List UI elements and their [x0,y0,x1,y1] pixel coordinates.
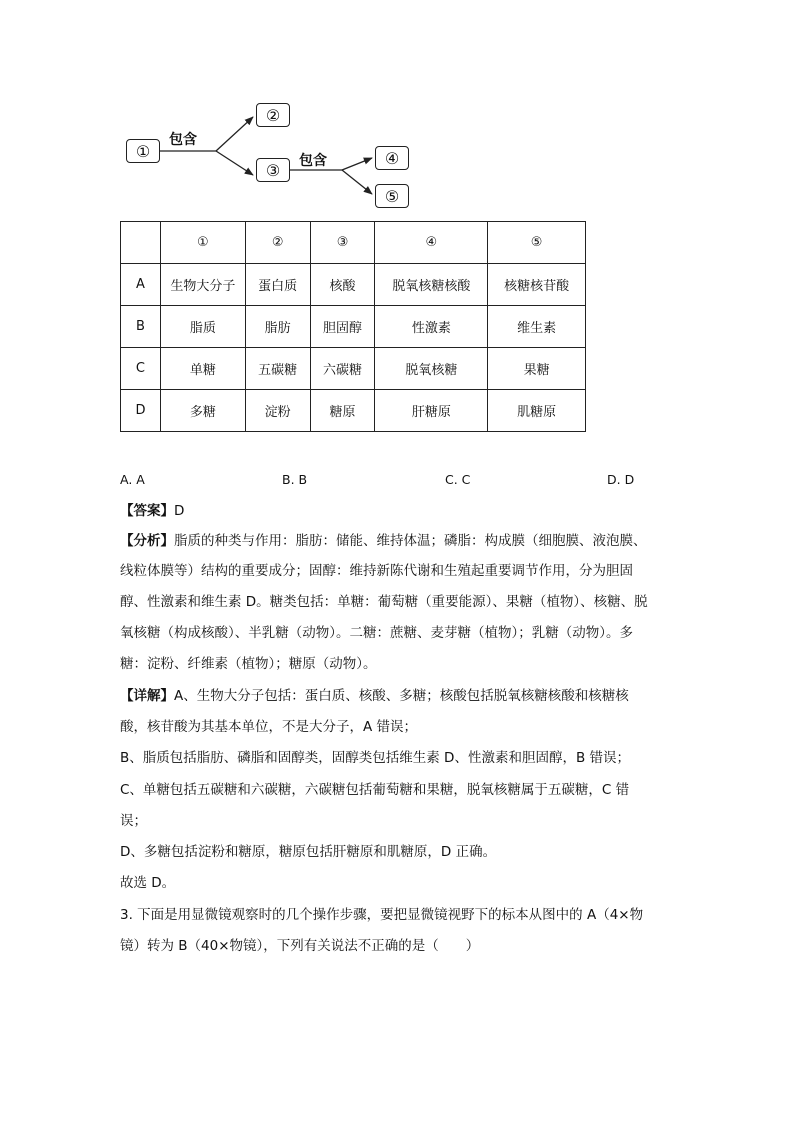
detail-line-7: 故选 D。 [120,875,176,891]
answer-label: 【答案】 [120,503,174,519]
table-header-row [121,222,586,264]
table-cell: B [121,306,161,348]
analysis-line-1 [120,532,647,550]
detail-line-2: 酸，核苷酸为其基本单位，不是大分子，A 错误； [120,719,418,735]
table-cell: A [121,264,161,306]
option-d: D. D [607,472,635,487]
table-cell: D [121,390,161,432]
table-header-cell: ⑤ [488,222,586,264]
detail-line-6: D、多糖包括淀粉和糖原，糖原包括肝糖原和肌糖原，D 正确。 [120,844,497,860]
table-cell: 糖原 [310,390,375,432]
options-table [120,221,586,432]
table-cell: 五碳糖 [245,348,310,390]
node-2: ② [256,103,290,127]
table-cell: 脂质 [160,306,245,348]
table-row [121,306,586,348]
analysis-line-2: 线粒体膜等）结构的重要成分；固醇：维持新陈代谢和生殖起重要调节作用，分为胆固 [120,563,633,579]
table-cell: 胆固醇 [310,306,375,348]
table-cell: 脱氧核糖核酸 [375,264,488,306]
node-1: ① [126,139,160,163]
contains-label-2: 包含 [299,153,327,169]
table-cell: 六碳糖 [310,348,375,390]
table-row [121,264,586,306]
answer-text: D [174,503,185,519]
table-cell: 单糖 [160,348,245,390]
detail-line-4: C、单糖包括五碳糖和六碳糖，六碳糖包括葡萄糖和果糖，脱氧核糖属于五碳糖，C 错 [120,782,630,798]
detail-label: 【详解】 [120,688,174,704]
option-b: B. B [282,472,308,487]
table-cell: 脱氧核糖 [375,348,488,390]
table-cell: 性激素 [375,306,488,348]
analysis-line-4: 氧核糖（构成核酸）、半乳糖（动物）。二糖：蔗糖、麦芽糖（植物）；乳糖（动物）。多 [120,625,633,641]
table-cell: 肌糖原 [488,390,586,432]
table-cell: C [121,348,161,390]
detail-text: A、生物大分子包括：蛋白质、核酸、多糖；核酸包括脱氧核糖核酸和核糖核 [174,688,629,704]
table-header-cell: ④ [375,222,488,264]
classification-diagram [0,0,794,220]
question-3-line-2: 镜）转为 B（40×物镜），下列有关说法不正确的是（ ） [120,938,480,954]
table-header-cell: ② [245,222,310,264]
analysis-line-3: 醇、性激素和维生素 D。糖类包括：单糖：葡萄糖（重要能源）、果糖（植物）、核糖、脱 [120,594,648,610]
detail-line-1 [120,687,629,705]
contains-label-1: 包含 [169,132,197,148]
table-cell: 肝糖原 [375,390,488,432]
node-4: ④ [375,146,409,170]
question-3-line-1: 3. 下面是用显微镜观察时的几个操作步骤，要把显微镜视野下的标本从图中的 A（4×物 [120,907,644,923]
table-header-cell: ① [160,222,245,264]
analysis-line-5: 糖：淀粉、纤维素（植物）；糖原（动物）。 [120,656,377,672]
analysis-text: 脂质的种类与作用：脂肪：储能、维持体温；磷脂：构成膜（细胞膜、液泡膜、 [174,533,647,549]
answer-line [120,502,184,520]
table-header-cell [121,222,161,264]
option-a: A. A [120,472,145,487]
table-cell: 核酸 [310,264,375,306]
node-3: ③ [256,158,290,182]
table-cell: 核糖核苷酸 [488,264,586,306]
detail-line-3: B、脂质包括脂肪、磷脂和固醇类，固醇类包括维生素 D、性激素和胆固醇，B 错误； [120,750,630,766]
table-header-cell: ③ [310,222,375,264]
analysis-label: 【分析】 [120,533,174,549]
table-cell: 多糖 [160,390,245,432]
table-cell: 果糖 [488,348,586,390]
table-cell: 维生素 [488,306,586,348]
table-cell: 淀粉 [245,390,310,432]
answer-options [120,472,640,490]
table-cell: 生物大分子 [160,264,245,306]
table-cell: 脂肪 [245,306,310,348]
option-c: C. C [445,472,471,487]
node-5: ⑤ [375,184,409,208]
table-row [121,348,586,390]
table-row [121,390,586,432]
table-cell: 蛋白质 [245,264,310,306]
detail-line-5: 误； [120,813,147,829]
